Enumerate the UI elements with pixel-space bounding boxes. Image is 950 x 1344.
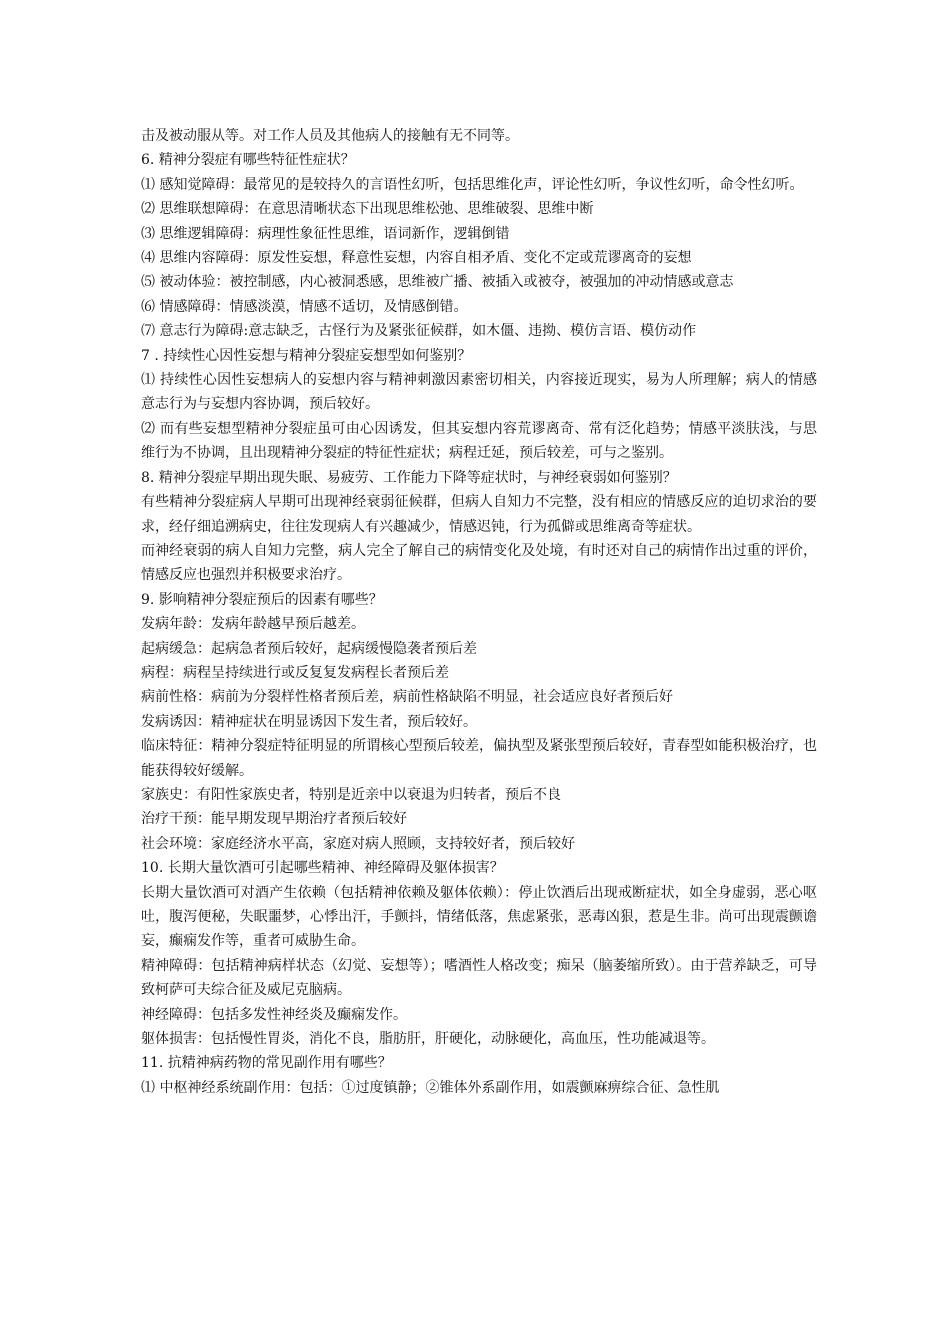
answer-6-item-1: ⑴ 感知觉障碍：最常见的是较持久的言语性幻听，包括思维化声，评论性幻听，争议性幻听，命令性幻听。 (141, 176, 804, 193)
paragraph-continuation: 击及被动服从等。对工作人员及其他病人的接触有无不同等。 (141, 128, 519, 144)
question-8-heading: 8. 精神分裂症早期出现失眠、易疲劳、工作能力下降等症状时，与神经衰弱如何鉴别？ (141, 469, 677, 486)
answer-6-item-3: ⑶ 思维逻辑障碍：病理性象征性思维，语词新作，逻辑倒错 (141, 225, 510, 242)
document-page (141, 124, 817, 1100)
answer-6-item-7: ⑺ 意志行为障碍:意志缺乏，古怪行为及紧张征候群，如木僵、违拗、模仿言语、模仿动作 (141, 323, 697, 340)
answer-9-premorbid: 病前性格：病前为分裂样性格者预后差，病前性格缺陷不明显，社会适应良好者预后好 (141, 689, 673, 706)
answer-9-family: 家族史：有阳性家族史者，特别是近亲中以衰退为归转者，预后不良 (141, 786, 561, 803)
answer-6-item-4: ⑷ 思维内容障碍：原发性妄想，释意性妄想，内容自相矛盾、变化不定或荒谬离奇的妄想 (141, 250, 692, 267)
answer-9-onset-age: 发病年龄：发病年龄越早预后越差。 (141, 616, 365, 633)
question-7-heading: 7 . 持续性心因性妄想与精神分裂症妄想型如何鉴别？ (141, 347, 472, 364)
answer-10-somatic: 躯体损害：包括慢性胃炎，消化不良，脂肪肝，肝硬化，动脉硬化，高血压，性功能减退等。 (141, 1031, 715, 1048)
answer-9-onset-speed: 起病缓急：起病急者预后较好，起病缓慢隐袭者预后差 (141, 640, 477, 657)
answer-9-clinical: 临床特征：精神分裂症特征明显的所谓核心型预后较差，偏执型及紧张型预后较好，青春型如能积极治疗，也能获得较好缓解。 (141, 738, 817, 779)
answer-7-item-2: ⑵ 而有些妄想型精神分裂症虽可由心因诱发，但其妄想内容荒谬离奇、常有泛化趋势；情感平淡肤浅，与思维行为不协调，且出现精神分裂症的特征性症状；病程迁延，预后较差，可与之鉴别。 (141, 420, 817, 462)
question-9-heading: 9. 影响精神分裂症预后的因素有哪些？ (141, 591, 383, 608)
answer-10-mental: 精神障碍：包括精神病样状态（幻觉、妄想等）；嗜酒性人格改变；痴呆（脑萎缩所致）。由于营养缺乏，可导致柯萨可夫综合征及威尼克脑病。 (141, 957, 817, 999)
answer-10-dependence: 长期大量饮酒可对酒产生依赖（包括精神依赖及躯体依赖）：停止饮酒后出现戒断症状，如全身虚弱，恶心呕吐，腹泻便秘，失眠噩梦，心悸出汗，手颤抖，情绪低落，焦虑紧张，恶毒凶狠，惹是生非。尚可出现震颤谵妄，癫痫发作等，重者可威胁生命。 (141, 884, 817, 950)
question-6-heading: 6. 精神分裂症有哪些特征性症状？ (141, 152, 355, 169)
answer-8-paragraph-2: 而神经衰弱的病人自知力完整，病人完全了解自己的病情变化及处境，有时还对自己的病情作出过重的评价，情感反应也强烈并积极要求治疗。 (141, 542, 817, 584)
answer-9-trigger: 发病诱因：精神症状在明显诱因下发生者，预后较好。 (141, 713, 477, 730)
answer-11-item-1: ⑴ 中枢神经系统副作用：包括：①过度镇静；②锥体外系副作用，如震颤麻痹综合征、急性肌 (141, 1079, 720, 1096)
answer-7-item-1: ⑴ 持续性心因性妄想病人的妄想内容与精神刺激因素密切相关，内容接近现实，易为人所理解；病人的情感意志行为与妄想内容协调，预后较好。 (141, 372, 817, 413)
answer-10-neuro: 神经障碍：包括多发性神经炎及癫痫发作。 (141, 1006, 407, 1023)
answer-9-social: 社会环境：家庭经济水平高，家庭对病人照顾，支持较好者，预后较好 (141, 835, 575, 852)
question-10-heading: 10. 长期大量饮酒可引起哪些精神、神经障碍及躯体损害？ (141, 860, 504, 877)
answer-9-course: 病程：病程呈持续进行或反复复发病程长者预后差 (141, 664, 449, 681)
answer-6-item-2: ⑵ 思维联想障碍：在意思清晰状态下出现思维松弛、思维破裂、思维中断 (141, 201, 594, 218)
question-11-heading: 11. 抗精神病药物的常见副作用有哪些？ (141, 1055, 392, 1072)
answer-6-item-5: ⑸ 被动体验：被控制感，内心被洞悉感，思维被广播、被插入或被夺，被强加的冲动情感或意志 (141, 274, 734, 291)
answer-6-item-6: ⑹ 情感障碍：情感淡漠，情感不适切，及情感倒错。 (141, 298, 468, 315)
answer-8-paragraph-1: 有些精神分裂症病人早期可出现神经衰弱征候群，但病人自知力不完整，没有相应的情感反应的迫切求治的要求，经仔细追溯病史，往往发现病人有兴趣减少，情感迟钝，行为孤僻或思维离奇等症状。 (141, 494, 817, 535)
answer-9-treatment: 治疗干预：能早期发现早期治疗者预后较好 (141, 811, 407, 828)
